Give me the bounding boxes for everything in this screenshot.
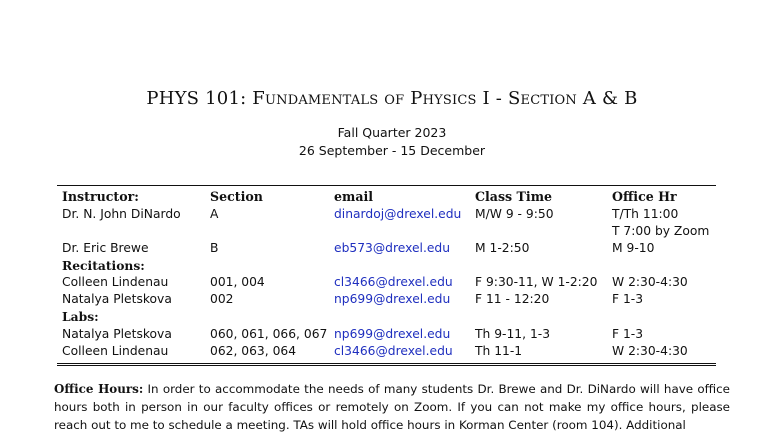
section-cell: A [210,207,219,221]
header-instructor: Instructor: [62,189,139,204]
email-link[interactable]: np699@drexel.edu [334,292,451,306]
email-link[interactable]: dinardoj@drexel.edu [334,207,462,221]
table-bottom-rule-double [57,365,716,366]
office-hr-cell: W 2:30-4:30 [612,344,688,358]
instructor-name: Natalya Pletskova [62,327,172,341]
instructor-name: Dr. N. John DiNardo [62,207,181,221]
office-hours-text: In order to accommodate the needs of many students Dr. Brewe and Dr. DiNardo will have office hours both in person in our faculty offices or remotely on Zoom. If you can not make my office hours, please reach out to me to schedule a meeting. TAs will hold office hours in Korman Center (room 104). Additional [54,382,730,432]
table-row [57,240,716,257]
class-time-cell: F 9:30-11, W 1-2:20 [475,275,598,289]
header-section: Section [210,189,263,204]
class-time-cell: M/W 9 - 9:50 [475,207,554,221]
email-link[interactable]: np699@drexel.edu [334,327,451,341]
instructor-name: Natalya Pletskova [62,292,172,306]
class-time-cell: F 11 - 12:20 [475,292,550,306]
section-cell: 001, 004 [210,275,265,289]
class-time-cell: Th 9-11, 1-3 [475,327,551,341]
email-link[interactable]: eb573@drexel.edu [334,241,451,255]
office-hr-cell: F 1-3 [612,327,644,341]
table-row [57,206,716,223]
group-label: Labs: [62,309,99,324]
table-row [57,274,716,291]
office-hr-cell: T 7:00 by Zoom [612,224,710,238]
section-cell: 062, 063, 064 [210,344,297,358]
class-time-cell: M 1-2:50 [475,241,530,255]
date-range: 26 September - 15 December [298,143,486,158]
header-office-hr: Office Hr [612,189,677,204]
header-email: email [334,189,374,204]
office-hours-heading: Office Hours: [54,382,144,396]
office-hr-cell: F 1-3 [612,292,644,306]
email-link[interactable]: cl3466@drexel.edu [334,344,453,358]
email-link[interactable]: cl3466@drexel.edu [334,275,453,289]
office-hr-cell: T/Th 11:00 [612,207,679,221]
table-row [57,326,716,343]
recitations-group-label [57,257,716,274]
office-hr-cell: W 2:30-4:30 [612,275,688,289]
course-title: PHYS 101: Fundamentals of Physics I - Section A & B [146,88,638,109]
class-time-cell: Th 11-1 [475,344,523,358]
section-cell: B [210,241,219,255]
office-hours-paragraph [54,380,730,434]
labs-group-label [57,308,716,325]
table-row [57,223,716,240]
table-header-row [57,188,716,205]
table-row [57,343,716,360]
section-cell: 060, 061, 066, 067 [210,327,328,341]
header-class-time: Class Time [475,189,553,204]
table-bottom-rule [57,363,716,364]
table-row [57,291,716,308]
instructor-name: Colleen Lindenau [62,344,169,358]
group-label: Recitations: [62,258,145,273]
quarter-label: Fall Quarter 2023 [337,125,447,140]
office-hr-cell: M 9-10 [612,241,655,255]
instructor-name: Dr. Eric Brewe [62,241,149,255]
instructor-name: Colleen Lindenau [62,275,169,289]
table-top-rule [57,185,716,186]
section-cell: 002 [210,292,234,306]
